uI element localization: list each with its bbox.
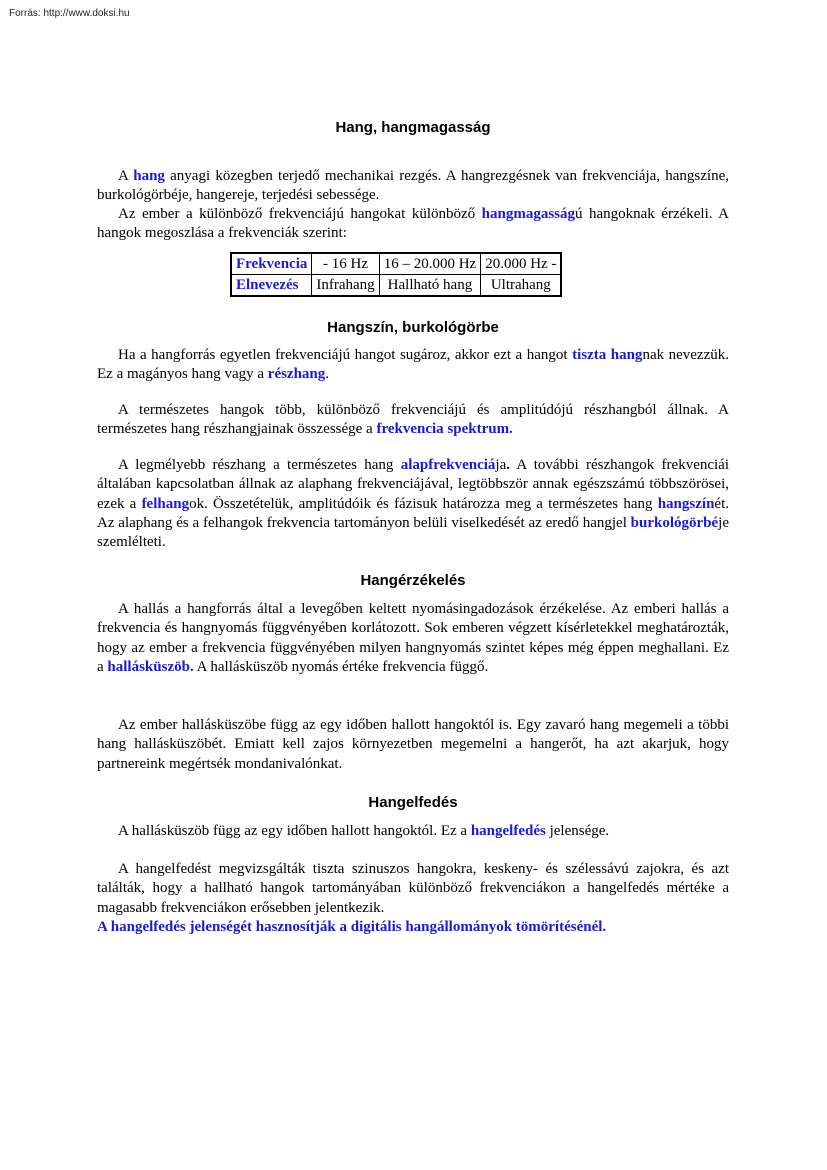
keyword-burkologorbe: burkológörbé xyxy=(630,514,719,531)
source-label: Forrás: http://www.doksi.hu xyxy=(9,8,130,19)
paragraph-hangelfedes-def: A hallásküszöb függ az egy időben hallott hangoktól. Ez a hangelfedés jelensége. xyxy=(118,823,610,839)
paragraph-hang-definition: A hang anyagi közegben terjedő mechanikai rezgés. A hangrezgésnek van frekvenciája, hangszíne, burkológörbéje, hangereje, terjedési sebessége. xyxy=(97,168,729,204)
keyword-frekvencia-spektrum: frekvencia spektrum. xyxy=(376,421,513,438)
keyword-reszhang: részhang xyxy=(267,366,326,383)
table-row xyxy=(231,253,561,275)
frequency-table xyxy=(230,252,562,297)
table-cell: 16 – 20.000 Hz xyxy=(379,253,481,275)
section-title-hangerzekeles: Hangérzékelés xyxy=(360,572,466,589)
keyword-tiszta-hang: tiszta hang xyxy=(572,347,643,363)
paragraph-conclusion: A hangelfedés jelenségét hasznosítják a digitális hangállományok tömörítésénél. xyxy=(97,919,607,935)
section-title-hang: Hang, hangmagasság xyxy=(335,119,491,136)
table-header-elnevezes: Elnevezés xyxy=(231,275,312,297)
paragraph-frekvencia-spektrum: A természetes hangok több, különböző frekvenciájú és amplitúdójú részhangból állnak. A természetes hang részhangjainak összessége a frekvencia spektrum. xyxy=(97,402,729,438)
keyword-hang: hang xyxy=(133,168,165,184)
table-cell: Hallható hang xyxy=(379,275,481,297)
table-cell: 20.000 Hz - xyxy=(481,253,562,275)
paragraph-hallas: A hallás a hangforrás által a levegőben keltett nyomásingadozások érzékelése. Az emberi hallás a frekvencia és hangnyomás függvényében korlátozott. Sok emberen végzett kísérletekkel meghatározták, hogy az ember a frekvencia függvényében milyen hangnyomás szintet képes még éppen meghallani. Ez a hallásküszöb. A hallásküszöb nyomás értéke frekvencia függő. xyxy=(97,601,729,675)
table-cell: Infrahang xyxy=(312,275,379,297)
section-title-hangelfedes: Hangelfedés xyxy=(368,794,458,811)
paragraph-alapfrekvencia: A legmélyebb részhang a természetes hang alapfrekvenciája. A további részhangok frekvenciái általában kapcsolatban állnak az alaphang frekvenciájával, legtöbbször annak egészszámú többszörösei, ezek a felhangok. Összetételük, amplitúdóik és fázisuk határozza meg a természetes hang hangszínét. Az alaphang és a felhangok frekvencia tartományon belüli viselkedését az eredő hangjel burkológörbéje szemlélteti. xyxy=(97,457,729,551)
paragraph-hangmagassag: Az ember a különböző frekvenciájú hangokat különböző hangmagasságú hangoknak érzékeli. A hangok megoszlása a frekvenciák szerint: xyxy=(97,206,729,242)
table-row xyxy=(231,275,561,297)
paragraph-hangelfedes-vizsgalat: A hangelfedést megvizsgálták tiszta szinuszos hangokra, keskeny- és szélessávú zajokra, és azt találták, hogy a hallható hangok tartományában különböző frekvenciákon a hangelfedés mértéke a magasabb frekvenciákon erősebben jelentkezik. xyxy=(97,861,729,916)
keyword-alapfrekvencia: alapfrekvenciá xyxy=(400,457,496,473)
table-header-frekvencia: Frekvencia xyxy=(231,253,312,275)
table-cell: - 16 Hz xyxy=(312,253,379,275)
keyword-hangelfedes: hangelfedés xyxy=(470,823,546,839)
keyword-hangszin: hangszín xyxy=(657,495,715,512)
keyword-hallaskuszob: hallásküszöb. xyxy=(107,658,194,675)
keyword-hangmagassag: hangmagasság xyxy=(481,206,575,222)
keyword-felhang: felhang xyxy=(141,495,190,512)
section-title-hangszin: Hangszín, burkológörbe xyxy=(327,319,499,336)
paragraph-hallaskuszob-fugg: Az ember hallásküszöbe függ az egy időben hallott hangoktól is. Egy zavaró hang megemeli a többi hang hallásküszöbét. Emiatt kell zajos környezetben megemelni a hangerőt, ha azt akarjuk, hogy partnereink megértsék mondanivalónkat. xyxy=(97,717,729,772)
paragraph-tiszta-hang: Ha a hangforrás egyetlen frekvenciájú hangot sugároz, akkor ezt a hangot tiszta hangnak nevezzük. Ez a magányos hang vagy a részhang. xyxy=(97,347,729,383)
table-cell: Ultrahang xyxy=(481,275,562,297)
